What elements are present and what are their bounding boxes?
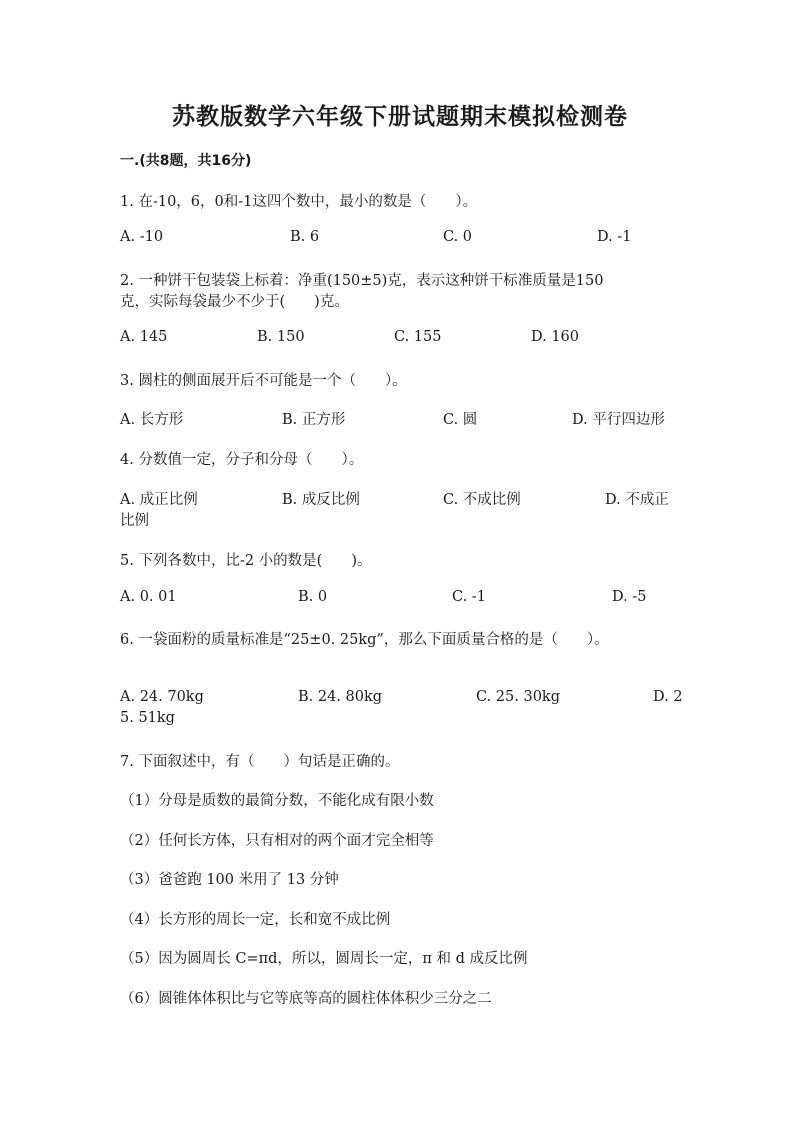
question-7-statement-3: （3）爸爸跑 100 米用了 13 分钟	[120, 872, 339, 888]
question-2-option-d: D. 160	[531, 329, 580, 345]
question-7-statement-4: （4）长方形的周长一定，长和宽不成比例	[120, 912, 391, 928]
question-7-statement-1: （1）分母是质数的最简分数，不能化成有限小数	[120, 793, 434, 809]
question-4-option-c: C. 不成比例	[443, 492, 521, 508]
question-4-option-a: A. 成正比例	[120, 492, 198, 508]
question-7-stem: 7. 下面叙述中，有（ ）句话是正确的。	[120, 754, 400, 770]
question-4-option-d-wrap: 比例	[120, 513, 149, 529]
question-1-option-b: B. 6	[290, 229, 320, 245]
question-7-statement-6: （6）圆锥体体积比与它等底等高的圆柱体体积少三分之二	[120, 991, 492, 1007]
question-2-option-b: B. 150	[257, 329, 305, 345]
question-2-option-a: A. 145	[120, 329, 168, 345]
question-5-stem: 5. 下列各数中，比-2 小的数是( )。	[120, 553, 372, 569]
question-3-stem: 3. 圆柱的侧面展开后不可能是一个（ ）。	[120, 373, 407, 389]
question-4-option-d: D. 不成正	[605, 492, 669, 508]
question-2-stem-line2: 克，实际每袋最少不少于( )克。	[120, 294, 349, 310]
question-7-statement-2: （2）任何长方体，只有相对的两个面才完全相等	[120, 833, 434, 849]
question-1-option-d: D. -1	[597, 229, 632, 245]
page-title: 苏教版数学六年级下册试题期末模拟检测卷	[172, 103, 628, 130]
question-7-statement-5: （5）因为圆周长 C=πd，所以，圆周长一定，π 和 d 成反比例	[120, 951, 528, 967]
question-3-option-b: B. 正方形	[282, 412, 346, 428]
question-2-option-c: C. 155	[394, 329, 442, 345]
question-5-option-c: C. -1	[452, 589, 486, 605]
question-2-stem-line1: 2. 一种饼干包装袋上标着：净重(150±5)克，表示这种饼干标准质量是150	[120, 273, 604, 289]
question-3-option-a: A. 长方形	[120, 412, 184, 428]
question-1-stem: 1. 在-10，6，0和-1这四个数中，最小的数是（ ）。	[120, 194, 478, 210]
question-1-option-c: C. 0	[443, 229, 473, 245]
question-3-option-d: D. 平行四边形	[572, 412, 665, 428]
question-6-option-c: C. 25. 30kg	[476, 689, 560, 705]
question-6-option-d-wrap: 5. 51kg	[120, 710, 175, 726]
question-5-option-a: A. 0. 01	[120, 589, 177, 605]
question-3-option-c: C. 圆	[443, 412, 478, 428]
question-1-option-a: A. -10	[120, 229, 164, 245]
question-5-option-b: B. 0	[298, 589, 328, 605]
question-6-option-d: D. 2	[653, 689, 683, 705]
question-6-option-a: A. 24. 70kg	[120, 689, 204, 705]
section-header: 一.(共8题，共16分)	[120, 153, 252, 169]
question-4-stem: 4. 分数值一定，分子和分母（ ）。	[120, 452, 364, 468]
question-4-option-b: B. 成反比例	[282, 492, 360, 508]
question-6-stem: 6. 一袋面粉的质量标准是“25±0. 25kg”，那么下面质量合格的是（ ）。	[120, 632, 609, 648]
question-5-option-d: D. -5	[612, 589, 647, 605]
question-6-option-b: B. 24. 80kg	[298, 689, 383, 705]
